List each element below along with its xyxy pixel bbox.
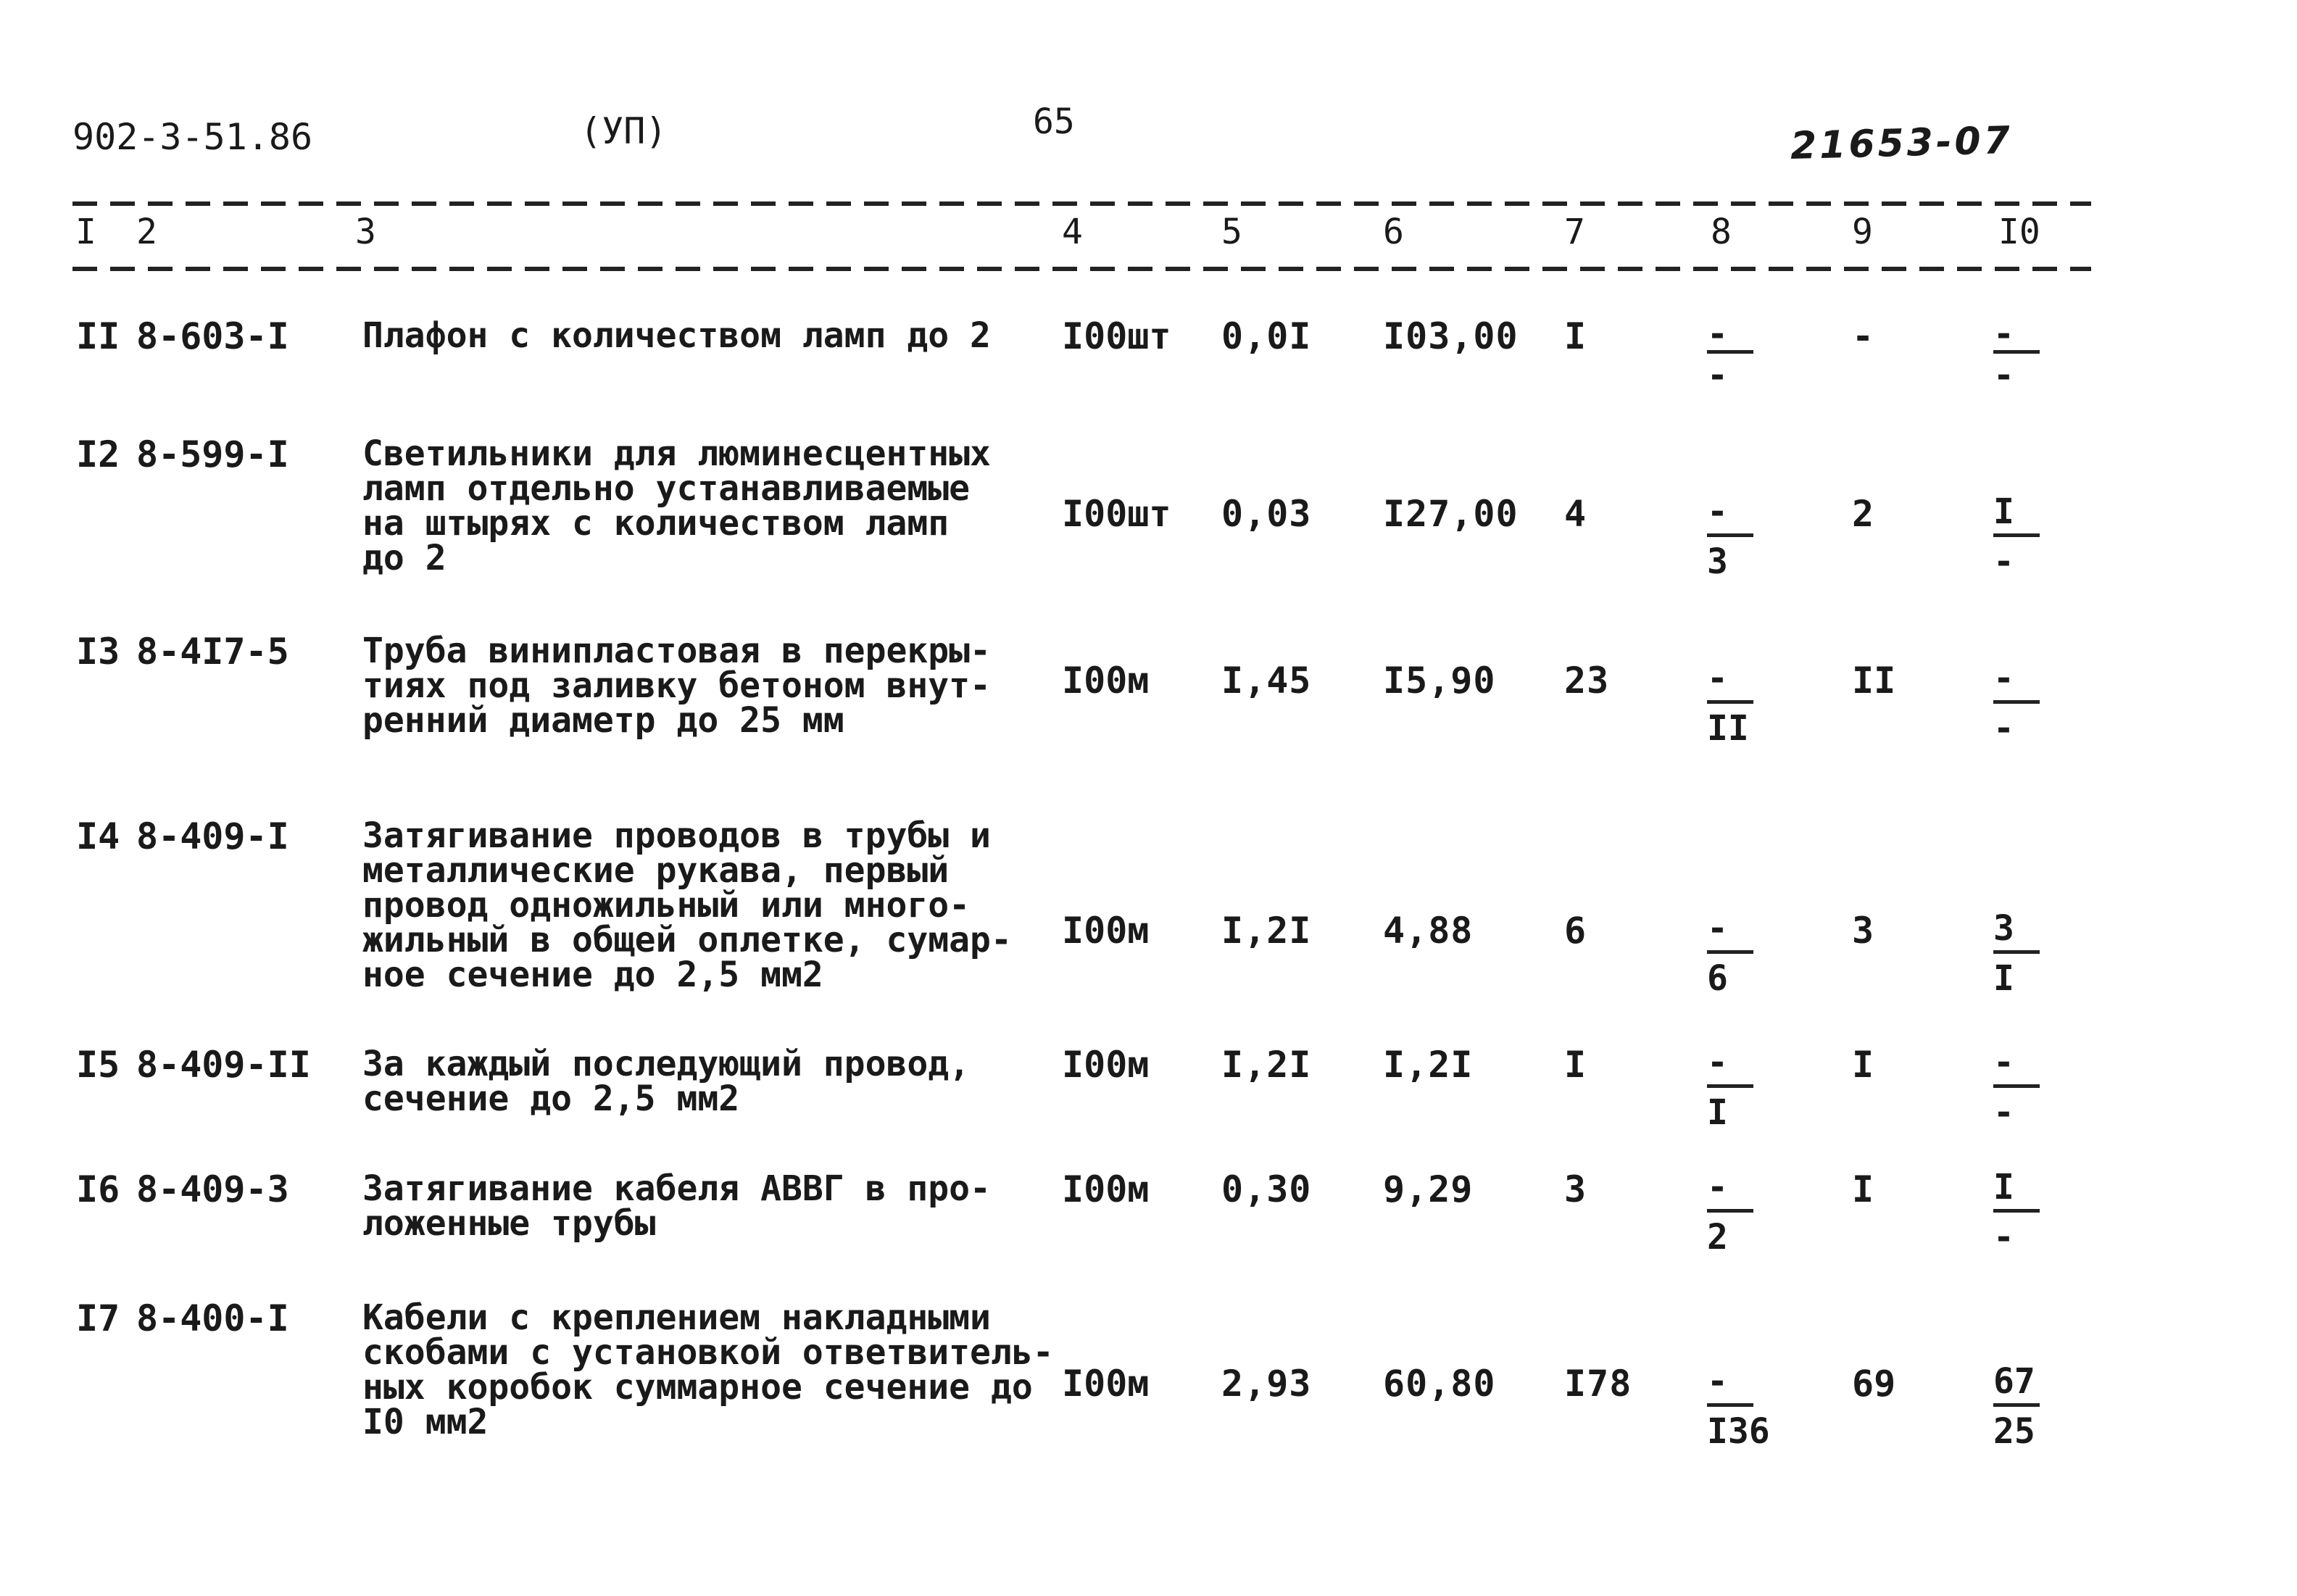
handwritten-code: 21653-07 xyxy=(1790,118,2014,169)
description-line: ложенные трубы xyxy=(362,1203,656,1244)
fraction-bar xyxy=(1993,700,2040,704)
fraction-top: - xyxy=(1707,1167,1728,1208)
fraction-top: - xyxy=(1707,908,1728,949)
column-8-fraction xyxy=(1707,1363,1772,1450)
quantity: 0,30 xyxy=(1221,1168,1312,1210)
unit: I00м xyxy=(1062,1044,1150,1086)
unit-price: 4,88 xyxy=(1383,910,1474,952)
description-line: Затягивание проводов в трубы и xyxy=(362,815,991,856)
description-line: Затягивание кабеля АВВГ в про- xyxy=(362,1168,991,1209)
column-header-6: 6 xyxy=(1383,212,1404,252)
row-number: I5 xyxy=(76,1044,120,1086)
rate-code: 8-599-I xyxy=(136,433,289,475)
rate-code: 8-409-II xyxy=(136,1044,311,1086)
unit-price: I,2I xyxy=(1383,1044,1474,1086)
column-10-fraction xyxy=(1993,910,2059,997)
quantity: I,2I xyxy=(1221,910,1312,952)
description-line: За каждый последующий провод, xyxy=(362,1044,971,1084)
description-line: ных коробок суммарное сечение до xyxy=(362,1367,1033,1408)
fraction-bar xyxy=(1993,1403,2040,1407)
header-bottom-rule xyxy=(72,267,2091,271)
description-line: Кабели с креплением накладными xyxy=(362,1297,991,1338)
fraction-bottom: 3 xyxy=(1707,541,1728,582)
column-9-value: I xyxy=(1852,1168,1874,1210)
unit: I00м xyxy=(1062,1168,1150,1210)
description-line: до 2 xyxy=(362,538,446,578)
fraction-bar xyxy=(1993,1209,2040,1213)
unit: I00шт xyxy=(1062,315,1171,357)
column-8-fraction xyxy=(1707,315,1772,394)
fraction-bar xyxy=(1707,1403,1753,1407)
row-number: I2 xyxy=(76,433,120,475)
unit-price: 9,29 xyxy=(1383,1168,1474,1210)
fraction-bottom: - xyxy=(1993,355,2014,396)
column-9-value: 3 xyxy=(1852,910,1874,952)
description-line: Плафон с количеством ламп до 2 xyxy=(362,315,991,356)
fraction-top: - xyxy=(1993,658,2014,699)
fraction-bottom: - xyxy=(1993,708,2014,749)
fraction-top: 67 xyxy=(1993,1361,2035,1402)
description-line: жильный в общей оплетке, сумар- xyxy=(362,920,1012,960)
column-10-fraction xyxy=(1993,660,2059,747)
total: I xyxy=(1564,315,1587,357)
fraction-bottom: 25 xyxy=(1993,1411,2035,1452)
fraction-bottom: I36 xyxy=(1707,1411,1770,1452)
fraction-bottom: - xyxy=(1993,1217,2014,1258)
fraction-bar xyxy=(1993,533,2040,537)
column-10-fraction xyxy=(1993,1044,2059,1131)
fraction-bottom: 6 xyxy=(1707,958,1728,999)
column-header-8: 8 xyxy=(1711,212,1732,252)
fraction-bottom: - xyxy=(1707,355,1728,396)
column-8-fraction xyxy=(1707,493,1772,581)
description-line: ламп отдельно устанавливаемые xyxy=(362,468,971,509)
column-10-fraction xyxy=(1993,1363,2059,1450)
work-description xyxy=(362,1168,1037,1244)
fraction-bottom: - xyxy=(1993,1092,2014,1133)
description-line: тиях под заливку бетоном внут- xyxy=(362,665,991,706)
quantity: 0,03 xyxy=(1221,493,1312,535)
total: I78 xyxy=(1564,1363,1632,1405)
fraction-bottom: - xyxy=(1993,541,2014,582)
unit-price: I27,00 xyxy=(1383,493,1519,535)
fraction-bottom: I xyxy=(1993,958,2014,999)
total: I xyxy=(1564,1044,1587,1086)
fraction-top: I xyxy=(1993,491,2014,532)
fraction-bar xyxy=(1993,1084,2040,1088)
total: 3 xyxy=(1564,1168,1587,1210)
description-line: металлические рукава, первый xyxy=(362,850,950,891)
description-line: провод одножильный или много- xyxy=(362,885,971,926)
unit: I00шт xyxy=(1062,493,1171,535)
column-10-fraction xyxy=(1993,1168,2059,1256)
column-9-value: I xyxy=(1852,1044,1874,1086)
total: 6 xyxy=(1564,910,1587,952)
total: 4 xyxy=(1564,493,1587,535)
column-8-fraction xyxy=(1707,660,1772,747)
description-line: ное сечение до 2,5 мм2 xyxy=(362,955,823,995)
column-8-fraction xyxy=(1707,1044,1772,1131)
column-header-10: I0 xyxy=(1998,212,2040,252)
column-header-9: 9 xyxy=(1852,212,1873,252)
rate-code: 8-4I7-5 xyxy=(136,631,289,673)
unit: I00м xyxy=(1062,1363,1150,1405)
rate-code: 8-409-3 xyxy=(136,1168,289,1210)
description-line: I0 мм2 xyxy=(362,1402,489,1442)
fraction-bottom: II xyxy=(1707,708,1749,749)
row-number: II xyxy=(76,315,120,357)
unit-price: 60,80 xyxy=(1383,1363,1496,1405)
fraction-bar xyxy=(1707,1209,1753,1213)
fraction-bar xyxy=(1707,533,1753,537)
column-8-fraction xyxy=(1707,910,1772,997)
work-description xyxy=(362,815,1037,995)
fraction-bar xyxy=(1707,950,1753,954)
column-header-3: 3 xyxy=(355,212,376,252)
fraction-bar xyxy=(1707,1084,1753,1088)
row-number: I6 xyxy=(76,1168,120,1210)
column-header-1: I xyxy=(75,212,96,252)
unit-price: I03,00 xyxy=(1383,315,1519,357)
unit-price: I5,90 xyxy=(1383,660,1496,702)
rate-code: 8-603-I xyxy=(136,315,289,357)
quantity: I,45 xyxy=(1221,660,1312,702)
column-9-value: II xyxy=(1852,660,1896,702)
rate-code: 8-400-I xyxy=(136,1297,289,1339)
fraction-top: - xyxy=(1707,314,1728,354)
work-description xyxy=(362,315,1037,356)
description-line: скобами с установкой ответвитель- xyxy=(362,1332,1054,1373)
column-10-fraction xyxy=(1993,493,2059,581)
header-top-rule xyxy=(72,201,2091,206)
quantity: 0,0I xyxy=(1221,315,1312,357)
column-9-value: 2 xyxy=(1852,493,1874,535)
document-mark: (УП) xyxy=(580,110,668,152)
quantity: 2,93 xyxy=(1221,1363,1312,1405)
fraction-bar xyxy=(1993,950,2040,954)
column-10-fraction xyxy=(1993,315,2059,394)
fraction-bar xyxy=(1707,700,1753,704)
work-description xyxy=(362,1044,1037,1119)
description-line: на штырях с количеством ламп xyxy=(362,503,950,544)
page-number: 65 xyxy=(1033,101,1075,142)
column-header-7: 7 xyxy=(1564,212,1585,252)
fraction-top: 3 xyxy=(1993,908,2014,949)
fraction-top: - xyxy=(1707,491,1728,532)
fraction-top: - xyxy=(1707,658,1728,699)
row-number: I4 xyxy=(76,815,120,857)
fraction-bottom: 2 xyxy=(1707,1217,1728,1258)
unit: I00м xyxy=(1062,910,1150,952)
quantity: I,2I xyxy=(1221,1044,1312,1086)
column-8-fraction xyxy=(1707,1168,1772,1256)
row-number: I3 xyxy=(76,631,120,673)
fraction-top: - xyxy=(1707,1042,1728,1083)
column-header-5: 5 xyxy=(1221,212,1242,252)
column-9-value: - xyxy=(1852,315,1874,357)
description-line: Труба винипластовая в перекры- xyxy=(362,631,991,671)
work-description xyxy=(362,433,1037,578)
column-header-4: 4 xyxy=(1062,212,1083,252)
column-header-2: 2 xyxy=(136,212,157,252)
rate-code: 8-409-I xyxy=(136,815,289,857)
fraction-top: - xyxy=(1993,314,2014,354)
fraction-top: - xyxy=(1707,1361,1728,1402)
fraction-top: - xyxy=(1993,1042,2014,1083)
fraction-top: I xyxy=(1993,1167,2014,1208)
row-number: I7 xyxy=(76,1297,120,1339)
description-line: Светильники для люминесцентных xyxy=(362,433,991,474)
fraction-bottom: I xyxy=(1707,1092,1728,1133)
unit: I00м xyxy=(1062,660,1150,702)
column-9-value: 69 xyxy=(1852,1363,1896,1405)
description-line: сечение до 2,5 мм2 xyxy=(362,1078,740,1119)
description-line: ренний диаметр до 25 мм xyxy=(362,700,844,741)
work-description xyxy=(362,631,1037,741)
total: 23 xyxy=(1564,660,1610,702)
document-code: 902-3-51.86 xyxy=(72,116,313,158)
work-description xyxy=(362,1297,1054,1442)
